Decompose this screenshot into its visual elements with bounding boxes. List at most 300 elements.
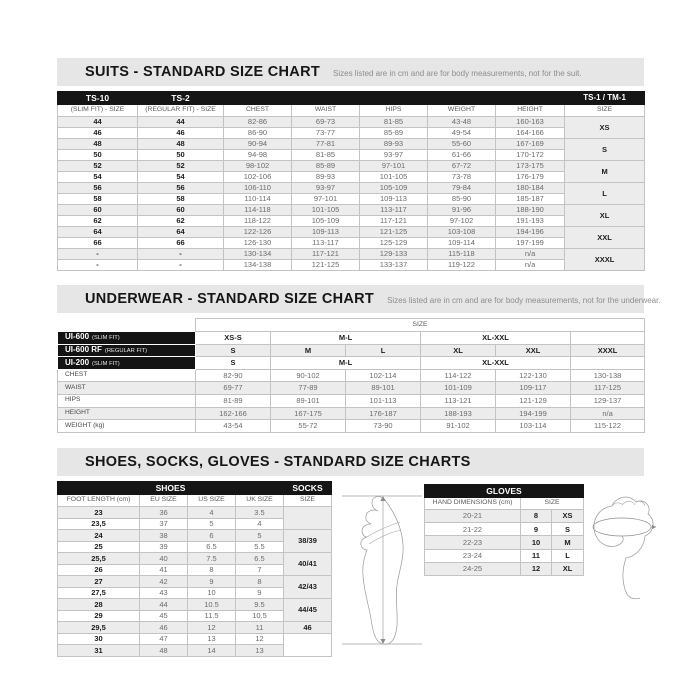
foot-length-cell: 23,5 <box>58 518 140 530</box>
measure-cell: 89-93 <box>292 172 360 183</box>
measure-cell: 109-117 <box>496 382 571 395</box>
uk-size-cell: 10.5 <box>236 610 284 622</box>
slim-size-cell: 50 <box>58 150 138 161</box>
measure-cell: 125-129 <box>360 238 428 249</box>
size-cell: M <box>271 344 346 357</box>
table-row <box>58 382 645 395</box>
table-row <box>58 227 645 238</box>
us-size-cell: 6.5 <box>188 541 236 553</box>
glove-letter-cell: S <box>552 523 584 536</box>
measure-cell: 130-134 <box>224 249 292 260</box>
measure-cell: 93-97 <box>360 150 428 161</box>
slim-size-cell: 66 <box>58 238 138 249</box>
measure-cell: 115-122 <box>571 420 645 433</box>
product-label-cell <box>58 344 196 357</box>
eu-size-cell: 44 <box>140 599 188 611</box>
measure-cell: 105-109 <box>292 216 360 227</box>
foot-length-cell: 29 <box>58 610 140 622</box>
glove-letter-cell: XS <box>552 510 584 523</box>
suits-subcol-size: SIZE <box>565 105 645 117</box>
hand-dimension-cell: 24-25 <box>425 562 521 575</box>
size-cell: XL-XXL <box>421 357 571 370</box>
measure-cell: 115-118 <box>428 249 496 260</box>
slim-size-cell: 64 <box>58 227 138 238</box>
glove-number-cell: 9 <box>521 523 552 536</box>
slim-size-cell: 54 <box>58 172 138 183</box>
measure-cell: 109-113 <box>292 227 360 238</box>
product-code: UI-600 RF <box>65 344 102 354</box>
suits-size-table <box>57 91 644 271</box>
eu-size-cell: 37 <box>140 518 188 530</box>
measure-cell: 85-89 <box>360 128 428 139</box>
suits-subhead-row <box>58 105 645 117</box>
measure-cell: 105-109 <box>360 183 428 194</box>
sock-size-cell: 44/45 <box>284 599 332 622</box>
size-cell: M-L <box>271 332 421 345</box>
table-row <box>58 249 645 260</box>
glove-number-cell: 8 <box>521 510 552 523</box>
measure-cell: 119-122 <box>428 260 496 271</box>
measure-cell: 114-122 <box>421 369 496 382</box>
foot-length-cell: 30 <box>58 633 140 645</box>
regular-size-cell: 54 <box>138 172 224 183</box>
table-row <box>58 139 645 150</box>
measure-cell: 170-172 <box>496 150 565 161</box>
size-cell <box>571 332 645 345</box>
measure-cell: 110-114 <box>224 194 292 205</box>
sock-size-cell: 46 <box>284 622 332 634</box>
underwear-size-header: SIZE <box>196 319 645 332</box>
regular-size-cell: 48 <box>138 139 224 150</box>
table-row <box>58 507 332 519</box>
measure-label-cell: HEIGHT <box>58 407 196 420</box>
hand-dimension-cell: 21-22 <box>425 523 521 536</box>
suits-col-ts2: TS-2 <box>138 92 224 105</box>
shoes-subhead-row <box>58 495 332 507</box>
measure-cell: 117-121 <box>360 216 428 227</box>
uk-size-cell: 5 <box>236 530 284 542</box>
measure-cell: 188-190 <box>496 205 565 216</box>
measure-cell: 89-93 <box>360 139 428 150</box>
measure-cell: 109-113 <box>360 194 428 205</box>
hand-measurement-illustration <box>584 486 660 608</box>
suits-section-subtitle: Sizes listed are in cm and are for body measurements, not for the suit. <box>333 68 582 78</box>
regular-size-cell: 66 <box>138 238 224 249</box>
eu-size-cell: 46 <box>140 622 188 634</box>
measure-cell: 101-105 <box>292 205 360 216</box>
measure-cell: 55-72 <box>271 420 346 433</box>
measure-cell: 85-89 <box>292 161 360 172</box>
measure-cell: 102-106 <box>224 172 292 183</box>
table-row <box>58 407 645 420</box>
sock-size-cell <box>284 633 332 656</box>
measure-cell: 160-163 <box>496 117 565 128</box>
measure-cell: 121-125 <box>360 227 428 238</box>
suits-subcol-chest: CHEST <box>224 105 292 117</box>
socks-col-size: SIZE <box>284 495 332 507</box>
table-row <box>425 549 584 562</box>
table-row <box>58 216 645 227</box>
regular-size-cell: 50 <box>138 150 224 161</box>
measure-cell: 97-102 <box>428 216 496 227</box>
uk-size-cell: 9.5 <box>236 599 284 611</box>
measure-cell: 94-98 <box>224 150 292 161</box>
measure-cell: 69-77 <box>196 382 271 395</box>
measure-cell: 81-89 <box>196 394 271 407</box>
measure-cell: 91-96 <box>428 205 496 216</box>
us-size-cell: 14 <box>188 645 236 657</box>
sock-size-cell: 42/43 <box>284 576 332 599</box>
measure-label-cell: WAIST <box>58 382 196 395</box>
shoes-col-foot-length: FOOT LENGTH (cm) <box>58 495 140 507</box>
size-group-cell: XXXL <box>565 249 645 271</box>
measure-cell: 79-84 <box>428 183 496 194</box>
measure-cell: 61-66 <box>428 150 496 161</box>
measure-cell: n/a <box>496 249 565 260</box>
measure-cell: 173-175 <box>496 161 565 172</box>
gloves-col-size: SIZE <box>521 498 584 510</box>
glove-number-cell: 12 <box>521 562 552 575</box>
us-size-cell: 4 <box>188 507 236 519</box>
measure-cell: 55-60 <box>428 139 496 150</box>
foot-length-cell: 27,5 <box>58 587 140 599</box>
measure-cell: 43-54 <box>196 420 271 433</box>
foot-length-cell: 25,5 <box>58 553 140 565</box>
size-group-cell: M <box>565 161 645 183</box>
measure-cell: 101-105 <box>360 172 428 183</box>
size-cell: S <box>196 357 271 370</box>
us-size-cell: 9 <box>188 576 236 588</box>
measure-cell: 113-117 <box>292 238 360 249</box>
underwear-size-table <box>57 318 644 433</box>
glove-letter-cell: L <box>552 549 584 562</box>
measure-cell: 77-89 <box>271 382 346 395</box>
slim-size-cell: - <box>58 260 138 271</box>
measure-cell: 176-179 <box>496 172 565 183</box>
table-row <box>58 599 332 611</box>
table-row <box>58 260 645 271</box>
foot-length-cell: 26 <box>58 564 140 576</box>
measure-cell: 197-199 <box>496 238 565 249</box>
eu-size-cell: 48 <box>140 645 188 657</box>
size-cell: L <box>346 344 421 357</box>
measure-label-cell: CHEST <box>58 369 196 382</box>
measure-cell: 69-73 <box>292 117 360 128</box>
suits-col-ts1-tm1: TS-1 / TM-1 <box>565 92 645 105</box>
size-group-cell: L <box>565 183 645 205</box>
foot-length-cell: 31 <box>58 645 140 657</box>
measure-cell: 82-90 <box>196 369 271 382</box>
measure-cell: 97-101 <box>360 161 428 172</box>
gloves-col-hand-dimensions: HAND DIMENSIONS (cm) <box>425 498 521 510</box>
measure-cell: 77-81 <box>292 139 360 150</box>
fit-type: (REGULAR FIT) <box>104 347 148 354</box>
measure-cell: 129-133 <box>360 249 428 260</box>
measure-cell: 122-130 <box>496 369 571 382</box>
measure-cell: 49-54 <box>428 128 496 139</box>
measure-cell: 43-48 <box>428 117 496 128</box>
size-cell: M-L <box>271 357 421 370</box>
suits-subcol-weight: WEIGHT <box>428 105 496 117</box>
measure-cell: 73-77 <box>292 128 360 139</box>
foot-length-cell: 24 <box>58 530 140 542</box>
size-cell: XL-XXL <box>421 332 571 345</box>
measure-cell: 167-175 <box>271 407 346 420</box>
us-size-cell: 7.5 <box>188 553 236 565</box>
uk-size-cell: 9 <box>236 587 284 599</box>
us-size-cell: 6 <box>188 530 236 542</box>
measure-cell: 176-187 <box>346 407 421 420</box>
measure-cell: 101-113 <box>346 394 421 407</box>
suits-subcol-hips: HIPS <box>360 105 428 117</box>
suits-head-row <box>58 92 645 105</box>
size-cell: XL <box>421 344 496 357</box>
glove-number-cell: 10 <box>521 536 552 549</box>
slim-size-cell: 46 <box>58 128 138 139</box>
table-row <box>58 128 645 139</box>
suits-section-header <box>57 58 644 86</box>
size-cell: S <box>196 344 271 357</box>
measure-cell: 117-125 <box>571 382 645 395</box>
regular-size-cell: 62 <box>138 216 224 227</box>
uk-size-cell: 12 <box>236 633 284 645</box>
gloves-subhead-row <box>425 498 584 510</box>
table-row <box>58 576 332 588</box>
underwear-section-subtitle: Sizes listed are in cm and are for body measurements, not for the underwear. <box>387 295 661 305</box>
slim-size-cell: 48 <box>58 139 138 150</box>
measure-cell: 101-109 <box>421 382 496 395</box>
glove-letter-cell: M <box>552 536 584 549</box>
measure-cell: 185-187 <box>496 194 565 205</box>
product-label-cell <box>58 357 196 370</box>
us-size-cell: 8 <box>188 564 236 576</box>
measure-cell: 117-121 <box>292 249 360 260</box>
size-cell: XXL <box>496 344 571 357</box>
measure-cell: 162-166 <box>196 407 271 420</box>
measure-cell: n/a <box>496 260 565 271</box>
shoes-socks-table <box>57 481 331 657</box>
size-group-cell: XS <box>565 117 645 139</box>
measure-cell: 130-138 <box>571 369 645 382</box>
size-group-cell: XL <box>565 205 645 227</box>
slim-size-cell: 44 <box>58 117 138 128</box>
suits-subcol-height: HEIGHT <box>496 105 565 117</box>
eu-size-cell: 36 <box>140 507 188 519</box>
regular-size-cell: 52 <box>138 161 224 172</box>
underwear-size-head-row <box>58 319 645 332</box>
measure-cell: 129-137 <box>571 394 645 407</box>
hand-dimension-cell: 20-21 <box>425 510 521 523</box>
slim-size-cell: 52 <box>58 161 138 172</box>
measure-cell: 106-110 <box>224 183 292 194</box>
measure-cell: 133-137 <box>360 260 428 271</box>
suits-subcol-slim-fit: (SLIM FIT) - SIZE <box>58 105 138 117</box>
regular-size-cell: 64 <box>138 227 224 238</box>
us-size-cell: 12 <box>188 622 236 634</box>
table-row <box>425 536 584 549</box>
table-row <box>58 332 645 345</box>
measure-cell: 134-138 <box>224 260 292 271</box>
underwear-head-spacer <box>58 319 196 332</box>
eu-size-cell: 41 <box>140 564 188 576</box>
measure-cell: 89-101 <box>271 394 346 407</box>
measure-cell: 113-121 <box>421 394 496 407</box>
table-row <box>58 369 645 382</box>
us-size-cell: 5 <box>188 518 236 530</box>
measure-cell: 91-102 <box>421 420 496 433</box>
uk-size-cell: 7 <box>236 564 284 576</box>
eu-size-cell: 47 <box>140 633 188 645</box>
uk-size-cell: 4 <box>236 518 284 530</box>
eu-size-cell: 42 <box>140 576 188 588</box>
table-row <box>58 238 645 249</box>
table-row <box>425 562 584 575</box>
gloves-header: GLOVES <box>425 485 584 498</box>
product-label-cell <box>58 332 196 345</box>
measure-cell: 90-94 <box>224 139 292 150</box>
slim-size-cell: 60 <box>58 205 138 216</box>
measure-cell: 81-85 <box>360 117 428 128</box>
measure-cell: 164-166 <box>496 128 565 139</box>
measure-cell: n/a <box>571 407 645 420</box>
shoes-header: SHOES <box>58 482 284 495</box>
measure-cell: 103-108 <box>428 227 496 238</box>
size-group-cell: XXL <box>565 227 645 249</box>
foot-measurement-illustration <box>336 486 428 658</box>
us-size-cell: 13 <box>188 633 236 645</box>
table-row <box>58 530 332 542</box>
measure-label-cell: HIPS <box>58 394 196 407</box>
socks-header: SOCKS <box>284 482 332 495</box>
measure-cell: 86-90 <box>224 128 292 139</box>
measure-cell: 109-114 <box>428 238 496 249</box>
uk-size-cell: 8 <box>236 576 284 588</box>
regular-size-cell: 60 <box>138 205 224 216</box>
footwear-section-header <box>57 448 644 476</box>
measure-cell: 114-118 <box>224 205 292 216</box>
size-cell <box>571 357 645 370</box>
table-row <box>58 194 645 205</box>
measure-cell: 118-122 <box>224 216 292 227</box>
us-size-cell: 11.5 <box>188 610 236 622</box>
uk-size-cell: 6.5 <box>236 553 284 565</box>
suits-subcol-regular-fit: (REGULAR FIT) - SIZE <box>138 105 224 117</box>
foot-length-cell: 27 <box>58 576 140 588</box>
eu-size-cell: 43 <box>140 587 188 599</box>
foot-length-cell: 29,5 <box>58 622 140 634</box>
hand-dimension-cell: 22-23 <box>425 536 521 549</box>
measure-cell: 67-72 <box>428 161 496 172</box>
shoes-col-us-size: US SIZE <box>188 495 236 507</box>
regular-size-cell: 58 <box>138 194 224 205</box>
uk-size-cell: 5.5 <box>236 541 284 553</box>
regular-size-cell: 46 <box>138 128 224 139</box>
eu-size-cell: 39 <box>140 541 188 553</box>
suits-subcol-waist: WAIST <box>292 105 360 117</box>
measure-cell: 85-90 <box>428 194 496 205</box>
regular-size-cell: - <box>138 260 224 271</box>
us-size-cell: 10.5 <box>188 599 236 611</box>
measure-cell: 97-101 <box>292 194 360 205</box>
measure-cell: 113-117 <box>360 205 428 216</box>
table-row <box>58 117 645 128</box>
foot-length-cell: 28 <box>58 599 140 611</box>
regular-size-cell: 44 <box>138 117 224 128</box>
table-row <box>58 183 645 194</box>
measure-cell: 121-129 <box>496 394 571 407</box>
measure-cell: 93-97 <box>292 183 360 194</box>
measure-cell: 167-169 <box>496 139 565 150</box>
eu-size-cell: 38 <box>140 530 188 542</box>
measure-cell: 73-78 <box>428 172 496 183</box>
fit-type: (SLIM FIT) <box>92 335 120 342</box>
measure-cell: 81-85 <box>292 150 360 161</box>
table-row <box>58 633 332 645</box>
sock-size-cell: 40/41 <box>284 553 332 576</box>
table-row <box>425 510 584 523</box>
underwear-section-header <box>57 285 661 313</box>
fit-type: (SLIM FIT) <box>92 360 120 367</box>
measure-cell: 98-102 <box>224 161 292 172</box>
slim-size-cell: 58 <box>58 194 138 205</box>
glove-letter-cell: XL <box>552 562 584 575</box>
shoes-col-uk-size: UK SIZE <box>236 495 284 507</box>
measure-cell: 82-86 <box>224 117 292 128</box>
uk-size-cell: 11 <box>236 622 284 634</box>
measure-cell: 180-184 <box>496 183 565 194</box>
measure-label-cell: WEIGHT (kg) <box>58 420 196 433</box>
slim-size-cell: 56 <box>58 183 138 194</box>
measure-cell: 103-114 <box>496 420 571 433</box>
foot-length-cell: 25 <box>58 541 140 553</box>
measure-cell: 191-193 <box>496 216 565 227</box>
table-row <box>425 523 584 536</box>
measure-cell: 194-199 <box>496 407 571 420</box>
product-code: UI-600 <box>65 332 90 342</box>
table-row <box>58 205 645 216</box>
table-row <box>58 150 645 161</box>
measure-cell: 194-196 <box>496 227 565 238</box>
uk-size-cell: 3.5 <box>236 507 284 519</box>
product-code: UI-200 <box>65 357 90 367</box>
table-row <box>58 344 645 357</box>
measure-cell: 121-125 <box>292 260 360 271</box>
table-row <box>58 553 332 565</box>
eu-size-cell: 40 <box>140 553 188 565</box>
hand-dimension-cell: 23-24 <box>425 549 521 562</box>
slim-size-cell: 62 <box>58 216 138 227</box>
glove-number-cell: 11 <box>521 549 552 562</box>
size-cell: XXXL <box>571 344 645 357</box>
regular-size-cell: - <box>138 249 224 260</box>
size-group-cell: S <box>565 139 645 161</box>
sock-size-cell <box>284 507 332 530</box>
uk-size-cell: 13 <box>236 645 284 657</box>
table-row <box>58 161 645 172</box>
shoes-col-eu-size: EU SIZE <box>140 495 188 507</box>
shoes-head-row <box>58 482 332 495</box>
regular-size-cell: 56 <box>138 183 224 194</box>
measure-cell: 188-193 <box>421 407 496 420</box>
measure-cell: 90-102 <box>271 369 346 382</box>
footwear-section-title: SHOES, SOCKS, GLOVES - STANDARD SIZE CHARTS <box>85 454 471 470</box>
measure-cell: 89-101 <box>346 382 421 395</box>
sock-size-cell: 38/39 <box>284 530 332 553</box>
foot-length-cell: 23 <box>58 507 140 519</box>
measure-cell: 126-130 <box>224 238 292 249</box>
us-size-cell: 10 <box>188 587 236 599</box>
suits-head-spacer <box>224 92 565 105</box>
